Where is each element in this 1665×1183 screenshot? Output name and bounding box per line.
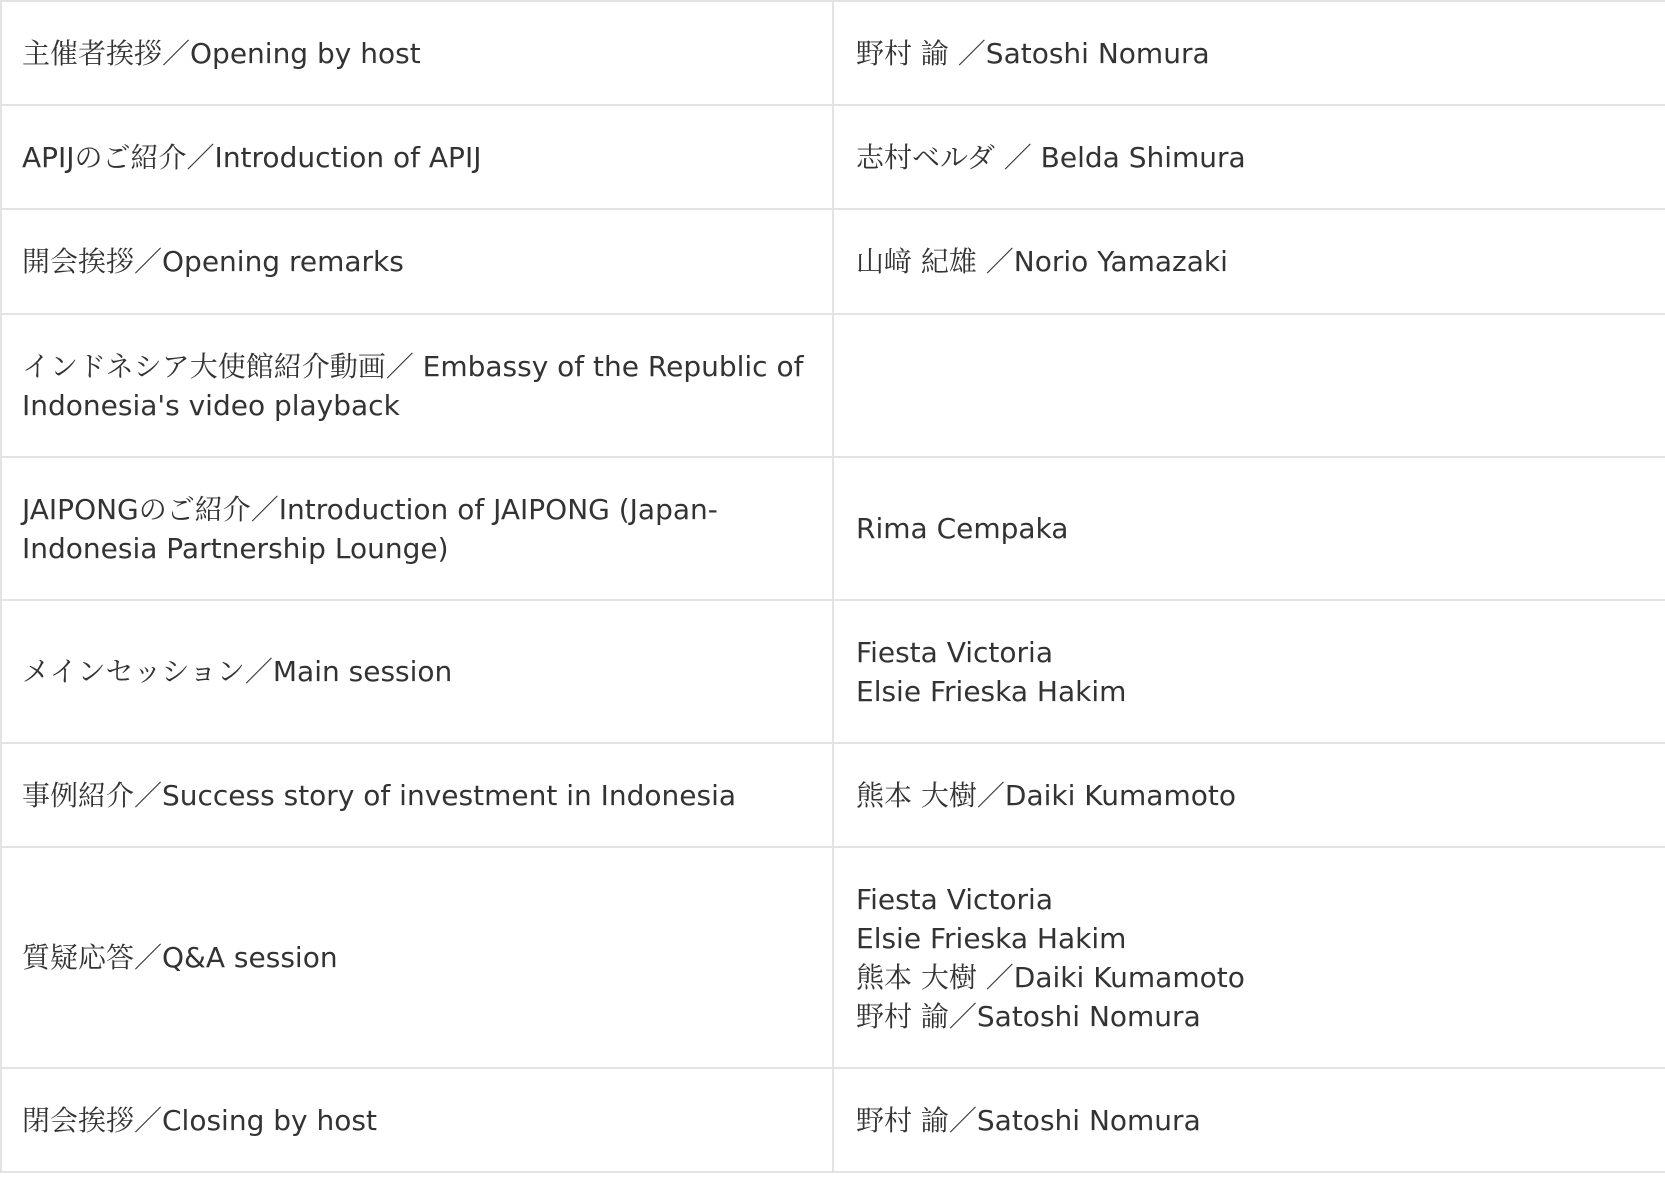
speaker-cell [833, 1, 1665, 105]
speaker-name: Elsie Frieska Hakim [856, 674, 1127, 708]
program-cell: 事例紹介／Success story of investment in Indonesia [1, 743, 833, 847]
table-row [1, 1, 1665, 105]
table-row [1, 847, 1665, 1068]
speaker-name: Elsie Frieska Hakim [856, 921, 1127, 955]
table-row [1, 600, 1665, 743]
speaker-name: Fiesta Victoria [856, 882, 1053, 916]
speaker-cell [833, 1068, 1665, 1172]
speaker-name: 野村 諭 ／Satoshi Nomura [856, 36, 1210, 70]
program-cell: メインセッション／Main session [1, 600, 833, 743]
speaker-name: 熊本 大樹 ／Daiki Kumamoto [856, 960, 1245, 994]
speaker-cell [833, 743, 1665, 847]
speaker-cell [833, 105, 1665, 209]
speaker-cell [833, 600, 1665, 743]
table-row [1, 743, 1665, 847]
speaker-name: 志村ベルダ ／ Belda Shimura [856, 140, 1246, 174]
table-row [1, 105, 1665, 209]
table-row [1, 314, 1665, 457]
program-cell: JAIPONGのご紹介／Introduction of JAIPONG (Japan-Indonesia Partnership Lounge) [1, 457, 833, 600]
program-cell: 開会挨拶／Opening remarks [1, 209, 833, 314]
table-row [1, 457, 1665, 600]
speaker-name: 山﨑 紀雄 ／Norio Yamazaki [856, 245, 1228, 278]
speaker-cell [833, 847, 1665, 1068]
speaker-cell [833, 314, 1665, 457]
program-cell: インドネシア大使館紹介動画／ Embassy of the Republic of Indonesia's video playback [1, 314, 833, 457]
speaker-name: Rima Cempaka [856, 512, 1069, 545]
speaker-cell [833, 209, 1665, 314]
program-cell: APIJのご紹介／Introduction of APIJ [1, 105, 833, 209]
program-cell: 質疑応答／Q&A session [1, 847, 833, 1068]
program-cell: 主催者挨拶／Opening by host [1, 1, 833, 105]
table-row [1, 209, 1665, 314]
speaker-name: 野村 諭／Satoshi Nomura [856, 999, 1201, 1033]
program-cell: 閉会挨拶／Closing by host [1, 1068, 833, 1172]
table-row [1, 1068, 1665, 1172]
speaker-name: Fiesta Victoria [856, 635, 1053, 669]
speaker-name: 熊本 大樹／Daiki Kumamoto [856, 778, 1236, 812]
speaker-name: 野村 諭／Satoshi Nomura [856, 1103, 1201, 1137]
speaker-cell [833, 457, 1665, 600]
